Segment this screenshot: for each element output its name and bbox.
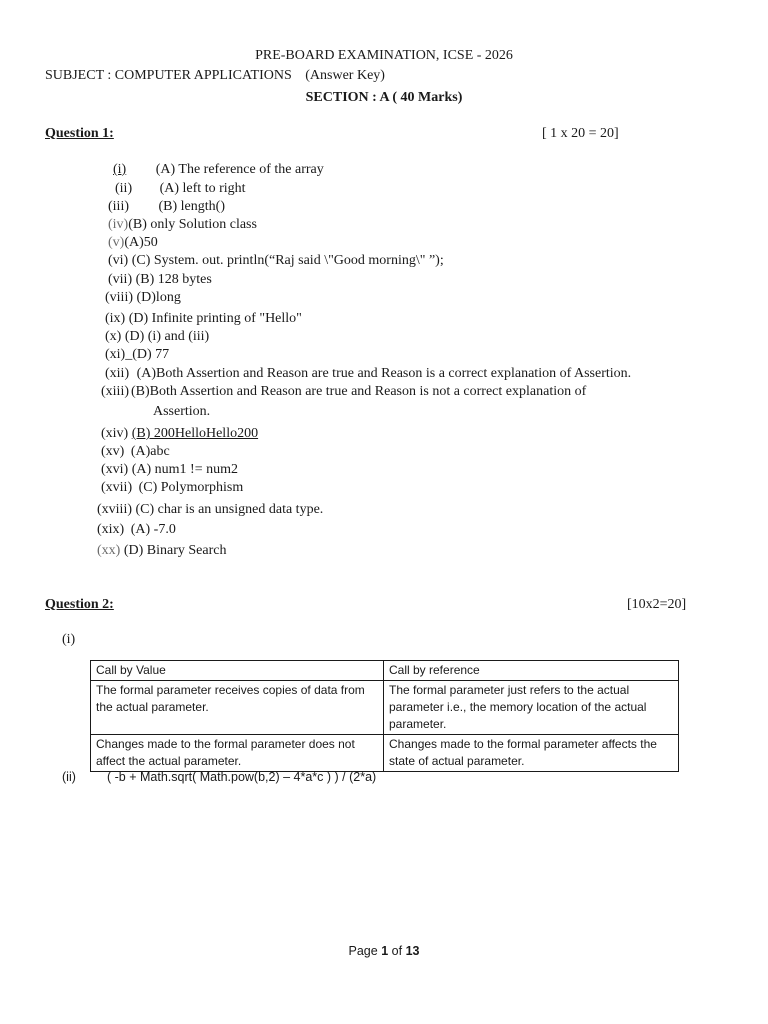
answer-number: (xix) bbox=[97, 522, 125, 537]
answer-item bbox=[108, 253, 444, 269]
answer-text: (A)50 bbox=[124, 235, 158, 250]
question2-marks: [10x2=20] bbox=[627, 597, 687, 612]
answer-text: (A) left to right bbox=[159, 181, 246, 196]
answer-number: (ix) bbox=[105, 311, 126, 326]
question2-part-i-label: (i) bbox=[62, 632, 76, 647]
answer-number: (xi) bbox=[105, 347, 126, 362]
answer-text: (B) only Solution class bbox=[128, 217, 257, 232]
answer-text: (C) char is an unsigned data type. bbox=[135, 502, 324, 517]
table-header-cell: Call by Value bbox=[91, 661, 384, 681]
table-cell: The formal parameter receives copies of data from the actual parameter. bbox=[91, 681, 384, 735]
answer-number: (xv) bbox=[101, 444, 125, 459]
answer-item bbox=[108, 235, 158, 251]
answer-item bbox=[101, 384, 586, 400]
answer-number: (iv) bbox=[108, 217, 129, 232]
answer-number: (v) bbox=[108, 235, 125, 250]
answer-number: (xiv) bbox=[101, 426, 129, 441]
answer-text: (D)long bbox=[136, 290, 181, 305]
answer-text: (D) Infinite printing of "Hello" bbox=[128, 311, 302, 326]
answer-number: (vi) bbox=[108, 253, 129, 268]
answer-number: (xviii) bbox=[97, 502, 132, 517]
answer-text: (A)Both Assertion and Reason are true and Reason is a correct explanation of Assertion. bbox=[136, 366, 632, 381]
page-word: Page bbox=[348, 944, 378, 958]
answer-item bbox=[105, 347, 169, 363]
answer-item bbox=[105, 311, 302, 327]
table-cell: The formal parameter just refers to the actual parameter i.e., the memory location of the actual parameter. bbox=[384, 681, 679, 735]
answer-number: (xvi) bbox=[101, 462, 129, 477]
answer-text: (C) Polymorphism bbox=[138, 480, 244, 495]
answer-number: (viii) bbox=[105, 290, 133, 305]
table-row bbox=[91, 735, 679, 772]
section-heading: SECTION : A ( 40 Marks) bbox=[305, 90, 463, 105]
answer-item bbox=[97, 522, 176, 538]
answer-text: (D) (i) and (iii) bbox=[124, 329, 210, 344]
question2-part-ii-expression: ( -b + Math.sqrt( Math.pow(b,2) – 4*a*c ) ) / (2*a) bbox=[107, 770, 377, 784]
question2-heading: Question 2: bbox=[45, 597, 114, 612]
answer-item bbox=[97, 543, 226, 559]
answer-item bbox=[108, 272, 212, 288]
exam-title: PRE-BOARD EXAMINATION, ICSE - 2026 bbox=[255, 48, 513, 63]
answer-number: (xvii) bbox=[101, 480, 133, 495]
subject-text: SUBJECT : COMPUTER APPLICATIONS bbox=[45, 68, 292, 83]
table-cell: Changes made to the formal parameter affects the state of actual parameter. bbox=[384, 735, 679, 772]
answer-text: (B) 200HelloHello200 bbox=[131, 426, 259, 441]
page-number: 1 bbox=[381, 944, 389, 958]
answer-text: (D) Binary Search bbox=[123, 543, 227, 558]
page-total: 13 bbox=[405, 944, 420, 958]
answer-item bbox=[105, 329, 209, 345]
answer-item bbox=[101, 462, 238, 478]
of-word: of bbox=[391, 944, 403, 958]
answer-item bbox=[105, 366, 631, 382]
answer-text: (A)abc bbox=[130, 444, 170, 459]
answer-key-label: (Answer Key) bbox=[305, 68, 385, 83]
answer-item bbox=[101, 480, 243, 496]
answer-number: (xiii) bbox=[101, 384, 129, 399]
answer-number: (xx) bbox=[97, 543, 121, 558]
table-cell: Changes made to the formal parameter does not affect the actual parameter. bbox=[91, 735, 384, 772]
answer-item bbox=[113, 162, 324, 178]
answer-item-continued bbox=[153, 404, 210, 420]
answer-item bbox=[108, 217, 257, 233]
answer-item bbox=[108, 199, 225, 215]
answer-text: (A) The reference of the array bbox=[155, 162, 324, 177]
answer-text: (B)Both Assertion and Reason are true and Reason is not a correct explanation of bbox=[131, 384, 587, 399]
answer-text: (B) length() bbox=[158, 199, 225, 214]
question1-heading: Question 1: bbox=[45, 126, 114, 141]
answer-item bbox=[101, 426, 258, 442]
page-footer bbox=[0, 944, 768, 958]
answer-number: (x) bbox=[105, 329, 122, 344]
answer-item bbox=[105, 290, 181, 306]
answer-text: (C) System. out. println(“Raj said \"Good morning\" ”); bbox=[131, 253, 444, 268]
answer-number: (ii) bbox=[115, 181, 133, 196]
answer-number: (i) bbox=[113, 162, 127, 177]
table-header-row bbox=[91, 661, 679, 681]
table-row bbox=[91, 681, 679, 735]
subject-line bbox=[45, 68, 385, 84]
answer-text: _(D) 77 bbox=[125, 347, 170, 362]
answer-number: (iii) bbox=[108, 199, 129, 214]
answer-item bbox=[115, 181, 246, 197]
answer-text: (A) -7.0 bbox=[130, 522, 176, 537]
question2-part-ii-label: (ii) bbox=[62, 770, 76, 784]
answer-text: (B) 128 bytes bbox=[135, 272, 212, 287]
answer-text: (A) num1 != num2 bbox=[131, 462, 238, 477]
table-header-cell: Call by reference bbox=[384, 661, 679, 681]
call-comparison-table bbox=[90, 660, 679, 772]
answer-item bbox=[101, 444, 170, 460]
answer-number: (vii) bbox=[108, 272, 133, 287]
question1-marks: [ 1 x 20 = 20] bbox=[542, 126, 619, 141]
answer-text: Assertion. bbox=[153, 404, 211, 419]
answer-item bbox=[97, 502, 323, 518]
answer-number: (xii) bbox=[105, 366, 130, 381]
